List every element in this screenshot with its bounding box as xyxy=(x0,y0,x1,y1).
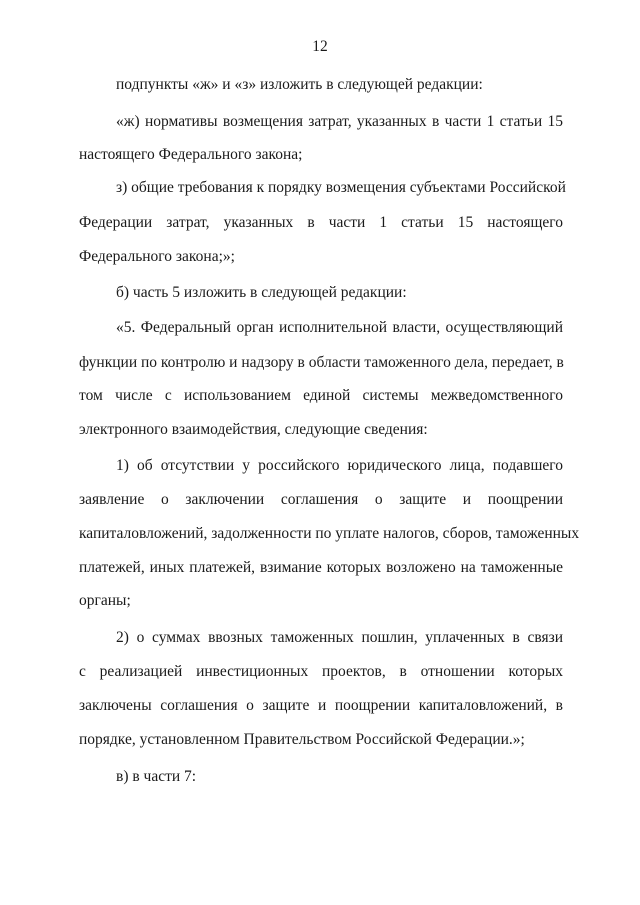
text-line: подпункты «ж» и «з» изложить в следующей редакции: xyxy=(116,76,483,93)
text-line: электронного взаимодействия, следующие сведения: xyxy=(79,421,428,438)
text-line: 1) об отсутствии у российского юридического лица, подавшего xyxy=(116,457,563,474)
text-line: з) общие требования к порядку возмещения субъектами Российской xyxy=(116,179,566,196)
text-line: том числе с использованием единой системы межведомственного xyxy=(79,387,563,404)
text-line: «5. Федеральный орган исполнительной власти, осуществляющий xyxy=(116,319,563,336)
text-line: заключены соглашения о защите и поощрении капиталовложений, в xyxy=(79,697,563,714)
text-line: Федерации затрат, указанных в части 1 статьи 15 настоящего xyxy=(79,214,563,231)
text-line: заявление о заключении соглашения о защите и поощрении xyxy=(79,491,563,508)
page-number: 12 xyxy=(312,38,328,55)
text-line: Федерального закона;»; xyxy=(79,248,235,265)
text-line: органы; xyxy=(79,592,131,609)
text-line: б) часть 5 изложить в следующей редакции: xyxy=(116,284,407,301)
text-line: настоящего Федерального закона; xyxy=(79,146,303,163)
text-line: платежей, иных платежей, взимание которых возложено на таможенные xyxy=(79,559,563,576)
text-line: функции по контролю и надзору в области таможенного дела, передает, в xyxy=(79,354,564,371)
text-line: порядке, установленном Правительством Российской Федерации.»; xyxy=(79,731,525,748)
text-line: капиталовложений, задолженности по уплате налогов, сборов, таможенных xyxy=(79,525,580,542)
text-line: 2) о суммах ввозных таможенных пошлин, уплаченных в связи xyxy=(116,629,563,646)
text-line: «ж) нормативы возмещения затрат, указанных в части 1 статьи 15 xyxy=(116,113,563,130)
text-line: в) в части 7: xyxy=(116,768,197,785)
text-line: с реализацией инвестиционных проектов, в отношении которых xyxy=(79,663,563,680)
